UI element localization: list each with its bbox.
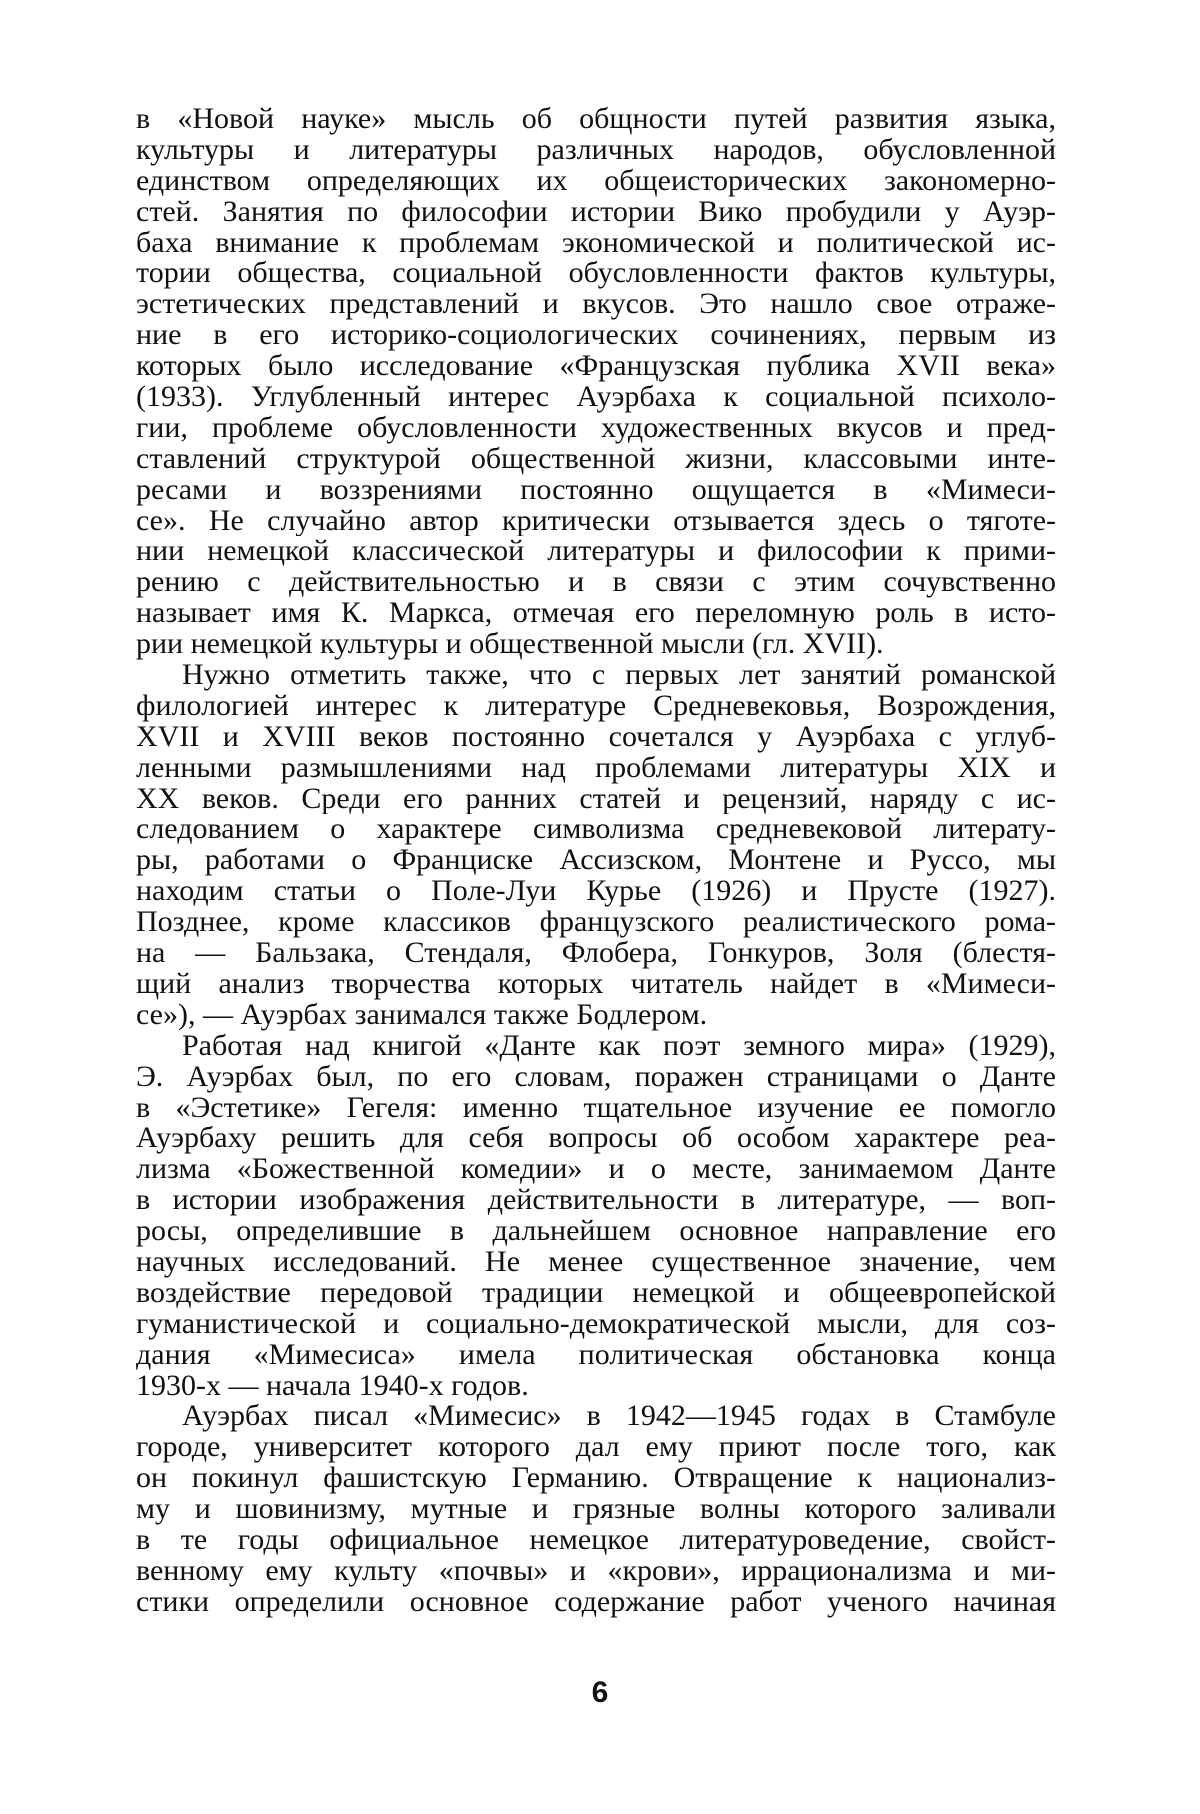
- text-line: научных исследований. Не менее существенное значение, чем: [136, 1246, 1056, 1278]
- text-line: в «Эстетике» Гегеля: именно тщательное изучение ее помогло: [136, 1092, 1056, 1124]
- text-line: Ауэрбах писал «Мимесис» в 1942—1945 годах в Стамбуле: [182, 1401, 1056, 1433]
- text-line: дания «Мимесиса» имела политическая обстановка конца: [136, 1339, 1056, 1371]
- text-line: ры, работами о Франциске Ассизском, Монтене и Руссо, мы: [136, 845, 1056, 877]
- text-line: росы, определившие в дальнейшем основное направление его: [136, 1216, 1056, 1247]
- text-line: он покинул фашистскую Германию. Отвращение к национализ-: [136, 1463, 1056, 1495]
- page-number: 6: [591, 1676, 609, 1709]
- text-line: городе, университет которого дал ему приют после того, как: [136, 1432, 1056, 1464]
- text-line: в те годы официальное немецкое литературоведение, свойст-: [136, 1524, 1056, 1556]
- text-line: лизма «Божественной комедии» и о месте, занимаемом Данте: [136, 1154, 1056, 1186]
- body-text: [136, 104, 1056, 1618]
- text-line: ние в его историко-социологических сочинениях, первым из: [136, 320, 1056, 352]
- text-line: Нужно отметить также, что с первых лет занятий романской: [182, 660, 1056, 691]
- text-line: щий анализ творчества которых читатель найдет в «Мимеси-: [136, 968, 1056, 1000]
- text-line: называет имя К. Маркса, отмечая его переломную роль в исто-: [136, 598, 1056, 630]
- text-line: эстетических представлений и вкусов. Это нашло свое отраже-: [136, 289, 1056, 321]
- text-line: се»), — Ауэрбах занимался также Бодлером.: [136, 999, 708, 1031]
- text-line: рии немецкой культуры и общественной мысли (гл. XVII).: [136, 629, 884, 661]
- text-line: нии немецкой классической литературы и философии к прими-: [136, 536, 1056, 568]
- text-line: XX веков. Среди его ранних статей и рецензий, наряду с ис-: [136, 783, 1056, 815]
- text-line: 1930-х — начала 1940-х годов.: [136, 1370, 529, 1402]
- text-line: Позднее, кроме классиков французского реалистического рома-: [136, 907, 1056, 939]
- text-line: Э. Ауэрбах был, по его словам, поражен страницами о Данте: [136, 1061, 1056, 1093]
- text-line: стей. Занятия по философии истории Вико пробудили у Ауэр-: [136, 196, 1056, 228]
- text-line: в «Новой науке» мысль об общности путей развития языка,: [136, 104, 1056, 135]
- text-line: в истории изображения действительности в литературе, — воп-: [136, 1185, 1056, 1217]
- text-line: находим статьи о Поле-Луи Курье (1926) и Прусте (1927).: [136, 876, 1056, 908]
- text-line: стики определили основное содержание работ ученого начиная: [136, 1586, 1056, 1618]
- text-line: ленными размышлениями над проблемами литературы XIX и: [136, 752, 1056, 784]
- text-line: ставлений структурой общественной жизни, классовыми инте-: [136, 443, 1056, 475]
- text-line: которых было исследование «Французская публика XVII века»: [136, 351, 1056, 383]
- text-line: следованием о характере символизма средневековой литерату-: [136, 814, 1056, 846]
- text-line: воздействие передовой традиции немецкой и общеевропейской: [136, 1277, 1056, 1309]
- text-line: на — Бальзака, Стендаля, Флобера, Гонкуров, Золя (блестя-: [136, 938, 1056, 969]
- text-line: тории общества, социальной обусловленности фактов культуры,: [136, 258, 1056, 290]
- text-line: гии, проблеме обусловленности художественных вкусов и пред-: [136, 412, 1056, 444]
- text-line: (1933). Углубленный интерес Ауэрбаха к социальной психоло-: [136, 382, 1056, 413]
- text-line: баха внимание к проблемам экономической и политической ис-: [136, 227, 1056, 259]
- text-line: Работая над книгой «Данте как поэт земного мира» (1929),: [182, 1030, 1056, 1062]
- text-line: рению с действительностью и в связи с этим сочувственно: [136, 567, 1056, 599]
- text-line: Ауэрбаху решить для себя вопросы об особом характере реа-: [136, 1123, 1056, 1155]
- text-line: XVII и XVIII веков постоянно сочетался у Ауэрбаха с углуб-: [136, 721, 1056, 753]
- text-line: ресами и воззрениями постоянно ощущается в «Мимеси-: [136, 474, 1056, 506]
- text-line: культуры и литературы различных народов, обусловленной: [136, 134, 1056, 166]
- text-line: гуманистической и социально-демократической мысли, для соз-: [136, 1308, 1056, 1340]
- text-line: венному ему культу «почвы» и «крови», иррационализма и ми-: [136, 1555, 1056, 1587]
- text-line: се». Не случайно автор критически отзывается здесь о тяготе-: [136, 505, 1056, 537]
- text-line: единством определяющих их общеисторических закономерно-: [136, 165, 1056, 197]
- text-line: филологией интерес к литературе Средневековья, Возрождения,: [136, 690, 1056, 722]
- text-line: му и шовинизму, мутные и грязные волны которого заливали: [136, 1494, 1056, 1525]
